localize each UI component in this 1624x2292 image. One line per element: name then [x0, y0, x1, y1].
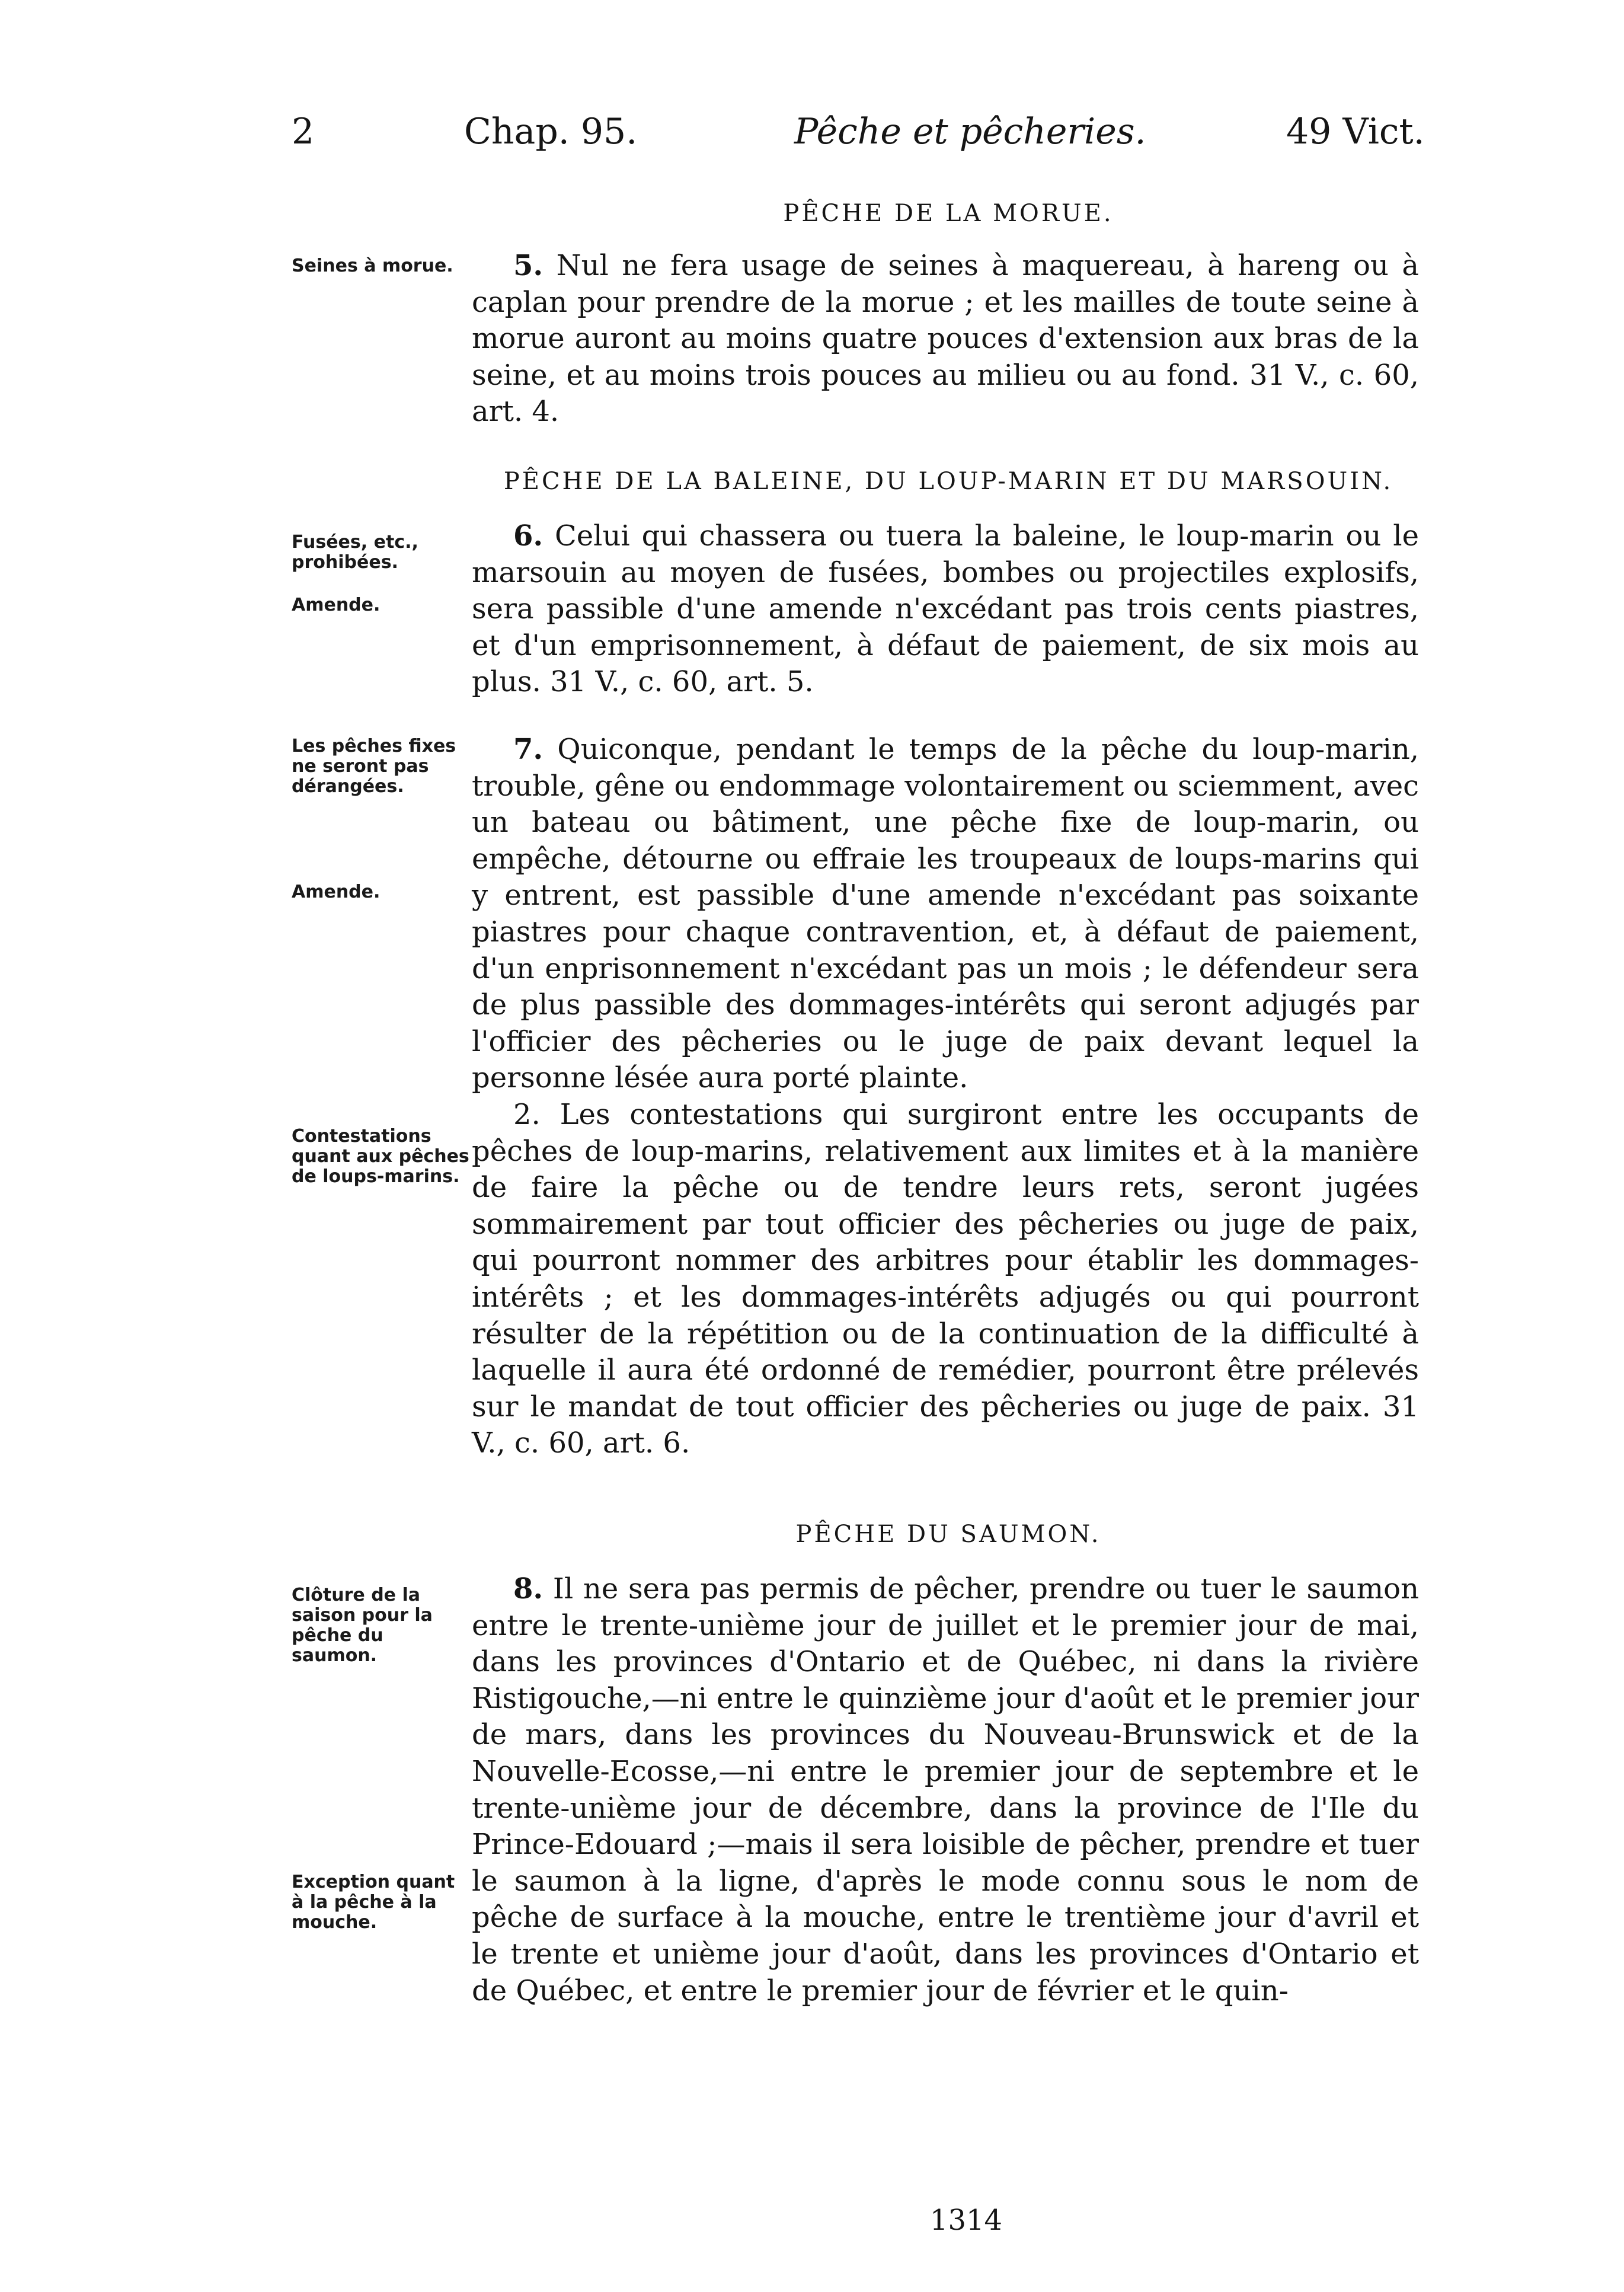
article-number: 8. — [513, 1572, 544, 1605]
side-note: Fusées, etc., prohibées. — [292, 532, 418, 573]
side-note: Exception quant à la pêche à la mouche. — [292, 1872, 455, 1933]
section-body — [472, 518, 1419, 701]
chapter-label: Chap. 95. — [464, 111, 638, 152]
side-note: Amende. — [292, 882, 381, 902]
sub-paragraph-text: 2. Les contestations qui surgiront entre les occupants de pêches de loup-marins, relativement aux limites et à la manière de faire la pêche ou de tendre leurs rets, seront jugées sommairement par tout officier des pêcheries ou juge de paix, qui pourront nommer des arbitres pour établir les dommages-intérêts ; et les dommages-intérêts adjugés ou qui pourront résulter de la répétition ou de la continuation de la difficulté à laquelle il aura été ordonné de remédier, pourront être prélevés sur le mandat de tout officier des pêcheries ou juge de paix. 31 V., c. 60, art. 6. — [472, 1097, 1419, 1460]
article-paragraph — [472, 732, 1419, 1097]
article-text: Celui qui chassera ou tuera la baleine, le loup-marin ou le marsouin au moyen de fusées, bombes ou projectiles explosifs, sera passible d'une amende n'excédant pas trois cents piastres, et d'un emprisonnement, à défaut de paiement, de six mois au plus. 31 V., c. 60, art. 5. — [472, 519, 1419, 699]
article-number: 6. — [513, 519, 544, 553]
side-note: Contestations quant aux pêches de loups-marins. — [292, 1126, 469, 1187]
article-paragraph — [472, 248, 1419, 430]
section-body — [472, 732, 1419, 1462]
article-paragraph — [472, 518, 1419, 701]
section-body — [472, 248, 1419, 430]
section-heading: PÊCHE DU SAUMON. — [795, 1521, 1101, 1548]
running-title: Pêche et pêcheries. — [794, 111, 1146, 152]
side-note: Amende. — [292, 595, 381, 615]
article-text: Il ne sera pas permis de pêcher, prendre ou tuer le saumon entre le trente-unième jour de juillet et le premier jour de mai, dans les provinces d'Ontario et de Québec, ni dans la rivière Ristigouche,—ni entre le quinzième jour d'août et le premier jour de mars, dans les provinces du Nouveau-Brunswick et de la Nouvelle-Ecosse,—ni entre le premier jour de septembre et le trente-unième jour de décembre, dans la province de l'Ile du Prince-Edouard ;—mais il sera loisible de pêcher, prendre et tuer le saumon à la ligne, d'après le mode connu sous le nom de pêche de surface à la mouche, entre le trentième jour d'avril et le trente et unième jour d'août, dans les provinces d'Ontario et de Québec, et entre le premier jour de février et le quin- — [472, 1572, 1419, 2007]
article-text: Quiconque, pendant le temps de la pêche du loup-marin, trouble, gêne ou endommage volontairement ou sciemment, avec un bateau ou bâtiment, une pêche fixe de loup-marin, ou empêche, détourne ou effraie les troupeaux de loups-marins qui y entrent, est passible d'une amende n'excédant pas soixante piastres pour chaque contravention, et, à défaut de paiement, d'un enprisonnement n'excédant pas un mois ; le défendeur sera de plus passible des dommages-intérêts qui seront adjugés par l'officier des pêcheries ou le juge de paix devant lequel la personne lésée aura porté plainte. — [472, 733, 1420, 1095]
folio-number: 1314 — [929, 2204, 1003, 2237]
section-body — [472, 1571, 1419, 2009]
article-number: 7. — [513, 733, 544, 766]
article-number: 5. — [513, 249, 544, 282]
side-note: Seines à morue. — [292, 256, 453, 276]
page-number: 2 — [292, 111, 315, 152]
side-note: Clôture de la saison pour la pêche du saumon. — [292, 1585, 433, 1666]
article-text: Nul ne fera usage de seines à maquereau, à hareng ou à caplan pour prendre de la morue ; et les mailles de toute seine à morue auront au moins quatre pouces d'extension aux bras de la seine, et au moins trois pouces au milieu ou au fond. 31 V., c. 60, art. 4. — [472, 249, 1420, 429]
regnal-year: 49 Vict. — [1286, 111, 1425, 152]
article-paragraph — [472, 1571, 1419, 2009]
sub-paragraph — [472, 1097, 1419, 1462]
section-heading: PÊCHE DE LA MORUE. — [783, 200, 1114, 227]
side-note: Les pêches fixes ne seront pas dérangées. — [292, 736, 456, 797]
section-heading: PÊCHE DE LA BALEINE, DU LOUP-MARIN ET DU MARSOUIN. — [503, 468, 1393, 495]
